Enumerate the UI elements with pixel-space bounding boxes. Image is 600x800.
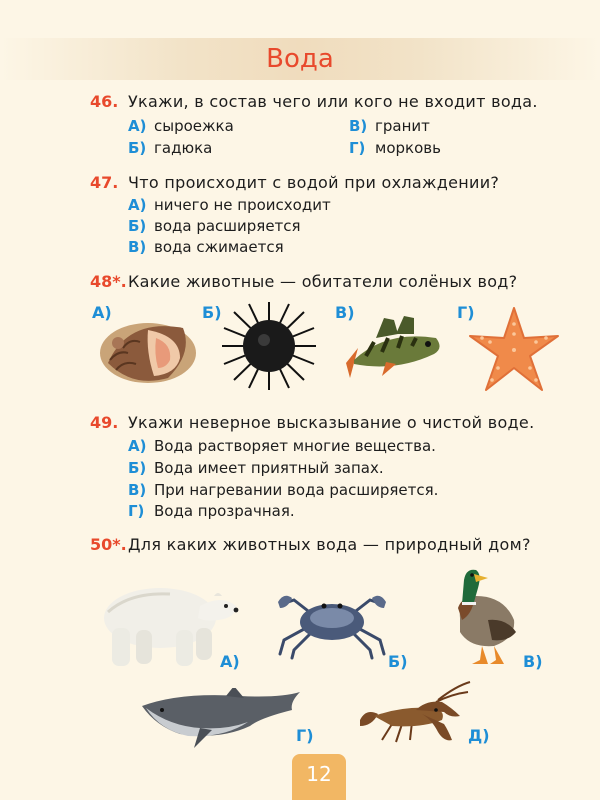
option-text: гадюка	[154, 139, 213, 157]
answer-option[interactable]	[128, 139, 212, 157]
option-text: Вода имеет приятный запах.	[154, 459, 384, 477]
starfish-icon[interactable]	[464, 304, 564, 394]
option-text: вода расширяется	[154, 217, 301, 235]
question-number: 50*.	[90, 535, 127, 554]
option-letter: Б)	[128, 139, 147, 157]
question-48	[90, 272, 570, 294]
question-number: 48*.	[90, 272, 127, 291]
picture-label: Д)	[468, 726, 490, 745]
crab-icon[interactable]	[276, 584, 388, 660]
option-letter: В)	[128, 238, 147, 256]
perch-fish-icon[interactable]	[336, 308, 446, 388]
answer-option[interactable]	[128, 459, 384, 477]
question-text: Укажи, в состав чего или кого не входит вода.	[128, 92, 538, 111]
sea-shell-icon[interactable]	[88, 308, 198, 388]
option-text: сыроежка	[154, 117, 234, 135]
answer-option[interactable]	[349, 117, 430, 135]
option-text: морковь	[375, 139, 441, 157]
picture-label: Б)	[388, 652, 408, 671]
picture-label: А)	[92, 303, 112, 322]
option-letter: Б)	[128, 217, 147, 235]
answer-option[interactable]	[349, 139, 441, 157]
option-text: гранит	[375, 117, 430, 135]
option-letter: В)	[128, 481, 147, 499]
sea-urchin-icon[interactable]	[214, 300, 324, 392]
option-letter: А)	[128, 196, 147, 214]
duck-icon[interactable]	[448, 566, 524, 666]
answer-option[interactable]	[128, 481, 438, 499]
question-number: 46.	[90, 92, 119, 111]
page-title: Вода	[266, 44, 334, 74]
question-text: Для каких животных вода — природный дом?	[128, 535, 531, 554]
page-number: 12	[306, 762, 332, 786]
picture-label: Г)	[296, 726, 314, 745]
question-number: 49.	[90, 413, 119, 432]
question-number: 47.	[90, 173, 119, 192]
crayfish-icon[interactable]	[352, 680, 472, 748]
dolphin-icon[interactable]	[140, 688, 310, 752]
option-letter: Г)	[128, 502, 145, 520]
answer-option[interactable]	[128, 117, 234, 135]
picture-label: Б)	[202, 303, 222, 322]
question-text: Укажи неверное высказывание о чистой воде.	[128, 413, 535, 432]
option-text: При нагревании вода расширяется.	[154, 481, 439, 499]
answer-option[interactable]	[128, 437, 436, 455]
question-47	[90, 173, 570, 195]
option-text: вода сжимается	[154, 238, 284, 256]
polar-bear-icon[interactable]	[90, 572, 240, 670]
question-49	[90, 413, 570, 435]
answer-option[interactable]	[128, 502, 295, 520]
question-text: Какие животные — обитатели солёных вод?	[128, 272, 518, 291]
picture-label: А)	[220, 652, 240, 671]
option-text: Вода прозрачная.	[154, 502, 295, 520]
option-text: Вода растворяет многие вещества.	[154, 437, 436, 455]
option-letter: А)	[128, 437, 147, 455]
picture-label: В)	[523, 652, 543, 671]
picture-label: Г)	[457, 303, 475, 322]
option-letter: А)	[128, 117, 147, 135]
question-50	[90, 535, 570, 557]
question-text: Что происходит с водой при охлаждении?	[128, 173, 500, 192]
answer-option[interactable]	[128, 217, 301, 235]
picture-label: В)	[335, 303, 355, 322]
option-letter: В)	[349, 117, 368, 135]
option-text: ничего не происходит	[154, 196, 331, 214]
option-letter: Б)	[128, 459, 147, 477]
answer-option[interactable]	[128, 238, 284, 256]
answer-option[interactable]	[128, 196, 331, 214]
option-letter: Г)	[349, 139, 366, 157]
